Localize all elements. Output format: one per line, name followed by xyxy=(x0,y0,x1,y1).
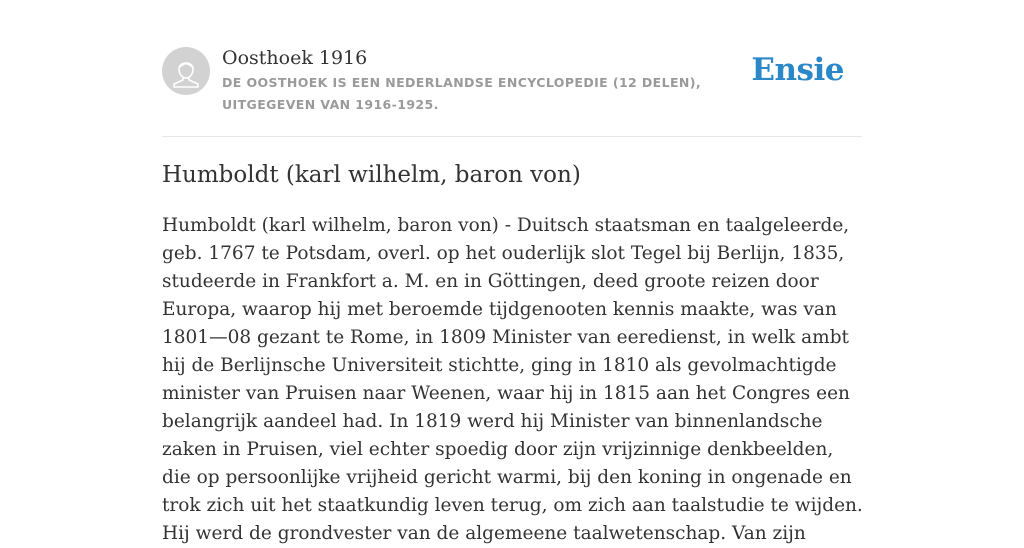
entry-body: Humboldt (karl wilhelm, baron von) - Duitsch staatsman en taalgeleerde, geb. 1767 te Potsdam, overl. op het ouderlijk slot Tegel bij Berlijn, 1835, studeerde in Frankfort a. M. en in Göttingen, deed groote reizen door Europa, waarop hij met beroemde tijdgenooten kennis maakte, was van 1801—08 gezant te Rome, in 1809 Minister van eeredienst, in welk ambt hij de Berlijnsche Universiteit stichtte, ging in 1810 als gevolmachtigde minister van Pruisen naar Weenen, waar hij in 1815 aan het Congres een belangrijk aandeel had. In 1819 werd hij Minister van binnenlandsche zaken in Pruisen, viel echter spoedig door zijn vrijzinnige denkbeelden, die op persoonlijke vrijheid gericht warmi, bij den koning in ongenade en trok zich uit het staatkundig leven terug, om zich aan taalstudie te wijden. Hij werd de grondvester van de algemeene taalwetenschap. Van zijn xyxy=(162,215,863,544)
user-silhouette-icon xyxy=(162,47,210,95)
source-description: DE OOSTHOEK IS EEN NEDERLANDSE ENCYCLOPEDIE (12 DELEN), UITGEGEVEN VAN 1916-1925. xyxy=(222,75,702,112)
avatar[interactable] xyxy=(162,47,210,95)
entry-title: Humboldt (karl wilhelm, baron von) xyxy=(162,162,581,188)
source-header xyxy=(162,0,862,137)
source-title[interactable]: Oosthoek 1916 xyxy=(222,47,368,69)
ensie-logo[interactable]: Ensie xyxy=(751,52,844,88)
